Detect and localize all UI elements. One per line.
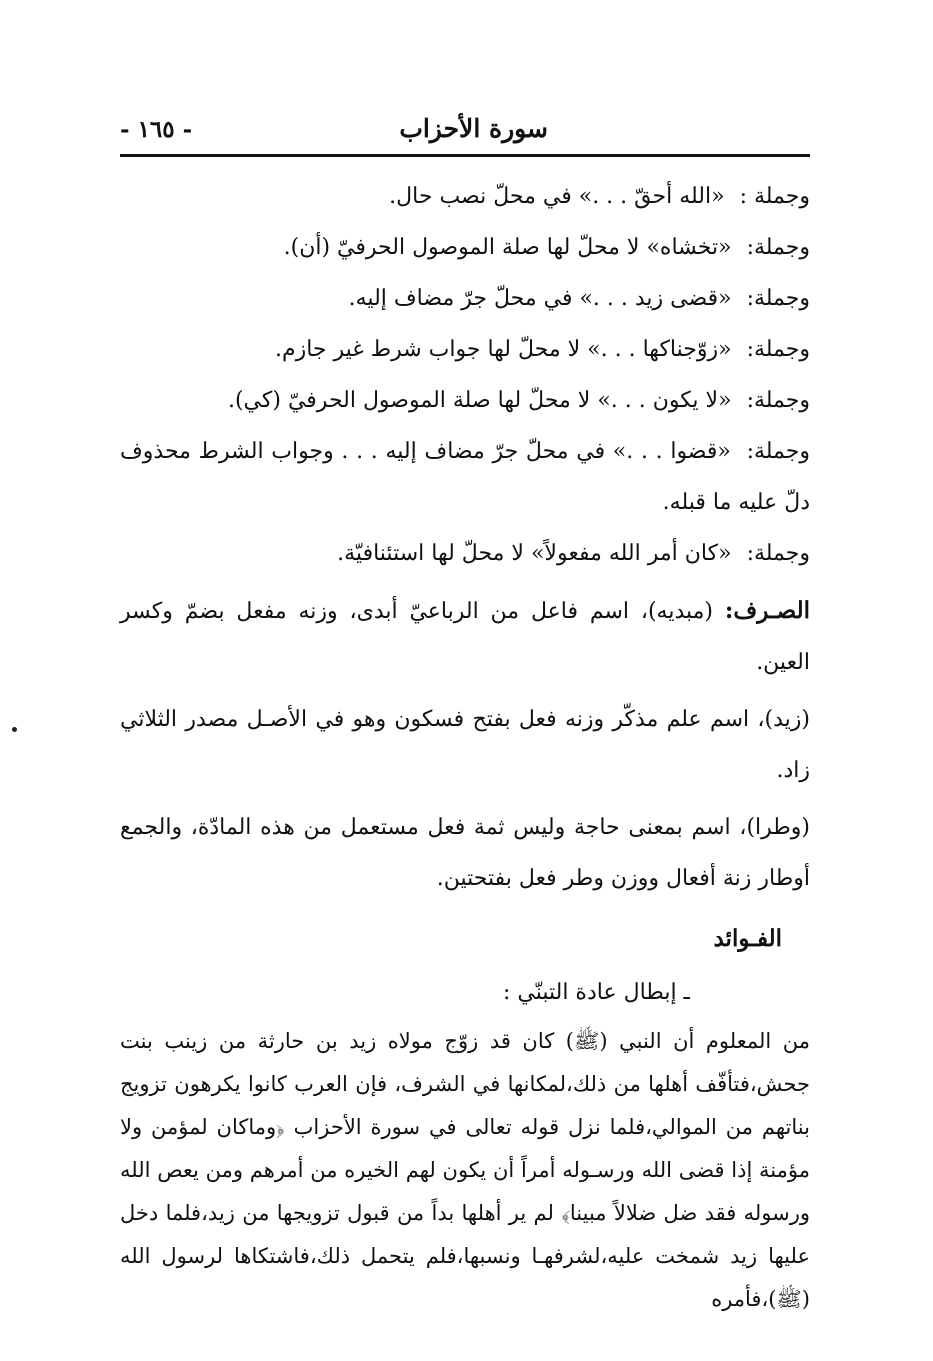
page-header — [120, 110, 810, 154]
header-rule — [120, 154, 810, 157]
sarf-text: (وطرا)، اسم بمعنى حاجة وليس ثمة فعل مستعمل من هذه المادّة، والجمع أوطار زنة أفعال ووزن وطر فعل بفتحتين. — [120, 815, 810, 891]
surah-title: سورة الأحزاب — [399, 114, 548, 143]
irab-line — [120, 375, 810, 426]
irab-text: «قضى زيد . . .» في محلّ جرّ مضاف إليه. — [348, 286, 732, 311]
irab-label: وجملة: — [746, 439, 810, 464]
fawaid-subheading: ـ إبطال عادة التبنّي : — [502, 980, 690, 1005]
irab-label: وجملة: — [746, 235, 810, 260]
sarf-paragraph — [120, 585, 810, 688]
book-page — [120, 110, 810, 1321]
sarf-label: الصـرف: — [724, 597, 810, 624]
page-content — [120, 171, 810, 1321]
margin-speck — [12, 727, 17, 732]
irab-line — [120, 426, 810, 528]
irab-line — [120, 528, 810, 579]
irab-text: «قضوا . . .» في محلّ جرّ مضاف إليه . . . وجواب الشرط محذوف دلّ عليه ما قبله. — [120, 439, 810, 515]
fawaid-body: من المعلوم أن النبي (ﷺ) كان قد زوّج مولاه زيد بن حارثة من زينب بنت جحش،فتأفّف أهلها من ذلك،لمكانها في الشرف، فإن العرب كانوا يكرهون تزويج بناتهم من الموالي،فلما نزل قوله تعالى في سورة الأحزاب ﴿وماكان لمؤمن ولا مؤمنة إذا قضى الله ورسـوله أمراً أن يكون لهم الخيره من أمرهم ومن يعص الله ورسوله فقد ضل ضلالاً مبينا﴾ لم ير أهلها بداً من قبول تزويجها من زيد،فلما دخل عليها زيد شمخت عليه،لشرفهـا ونسبها،فلم يتحمل ذلك،فاشتكاها لرسول الله (ﷺ)،فأمره — [120, 1029, 810, 1311]
irab-line — [120, 222, 810, 273]
irab-line — [120, 171, 810, 222]
irab-text: «كان أمر الله مفعولاً» لا محلّ لها استئنافيّة. — [337, 541, 732, 566]
irab-text: «لا يكون . . .» لا محلّ لها صلة الموصول الحرفيّ (كي). — [227, 388, 732, 413]
sarf-paragraph — [120, 694, 810, 796]
irab-text: «الله أحقّ . . .» في محلّ نصب حال. — [389, 184, 725, 209]
irab-line — [120, 324, 810, 375]
irab-label: وجملة : — [739, 184, 810, 209]
sarf-text: (مبديه)، اسم فاعل من الرباعيّ أبدى، وزنه مفعل بضمّ وكسر العين. — [120, 599, 810, 675]
irab-text: «زوّجناكها . . .» لا محلّ لها جواب شرط غير جازم. — [274, 337, 732, 362]
irab-label: وجملة: — [746, 286, 810, 311]
sarf-paragraph — [120, 802, 810, 904]
irab-text: «تخشاه» لا محلّ لها صلة الموصول الحرفيّ (أن). — [283, 235, 732, 260]
irab-label: وجملة: — [746, 541, 810, 566]
irab-line — [120, 273, 810, 324]
irab-label: وجملة: — [746, 388, 810, 413]
fawaid-heading: الفـوائد — [713, 925, 782, 952]
irab-label: وجملة: — [746, 337, 810, 362]
sarf-text: (زيد)، اسم علم مذكّر وزنه فعل بفتح فسكون وهو في الأصـل مصدر الثلاثي زاد. — [120, 707, 810, 783]
page-number: - ١٦٥ - — [120, 116, 193, 143]
